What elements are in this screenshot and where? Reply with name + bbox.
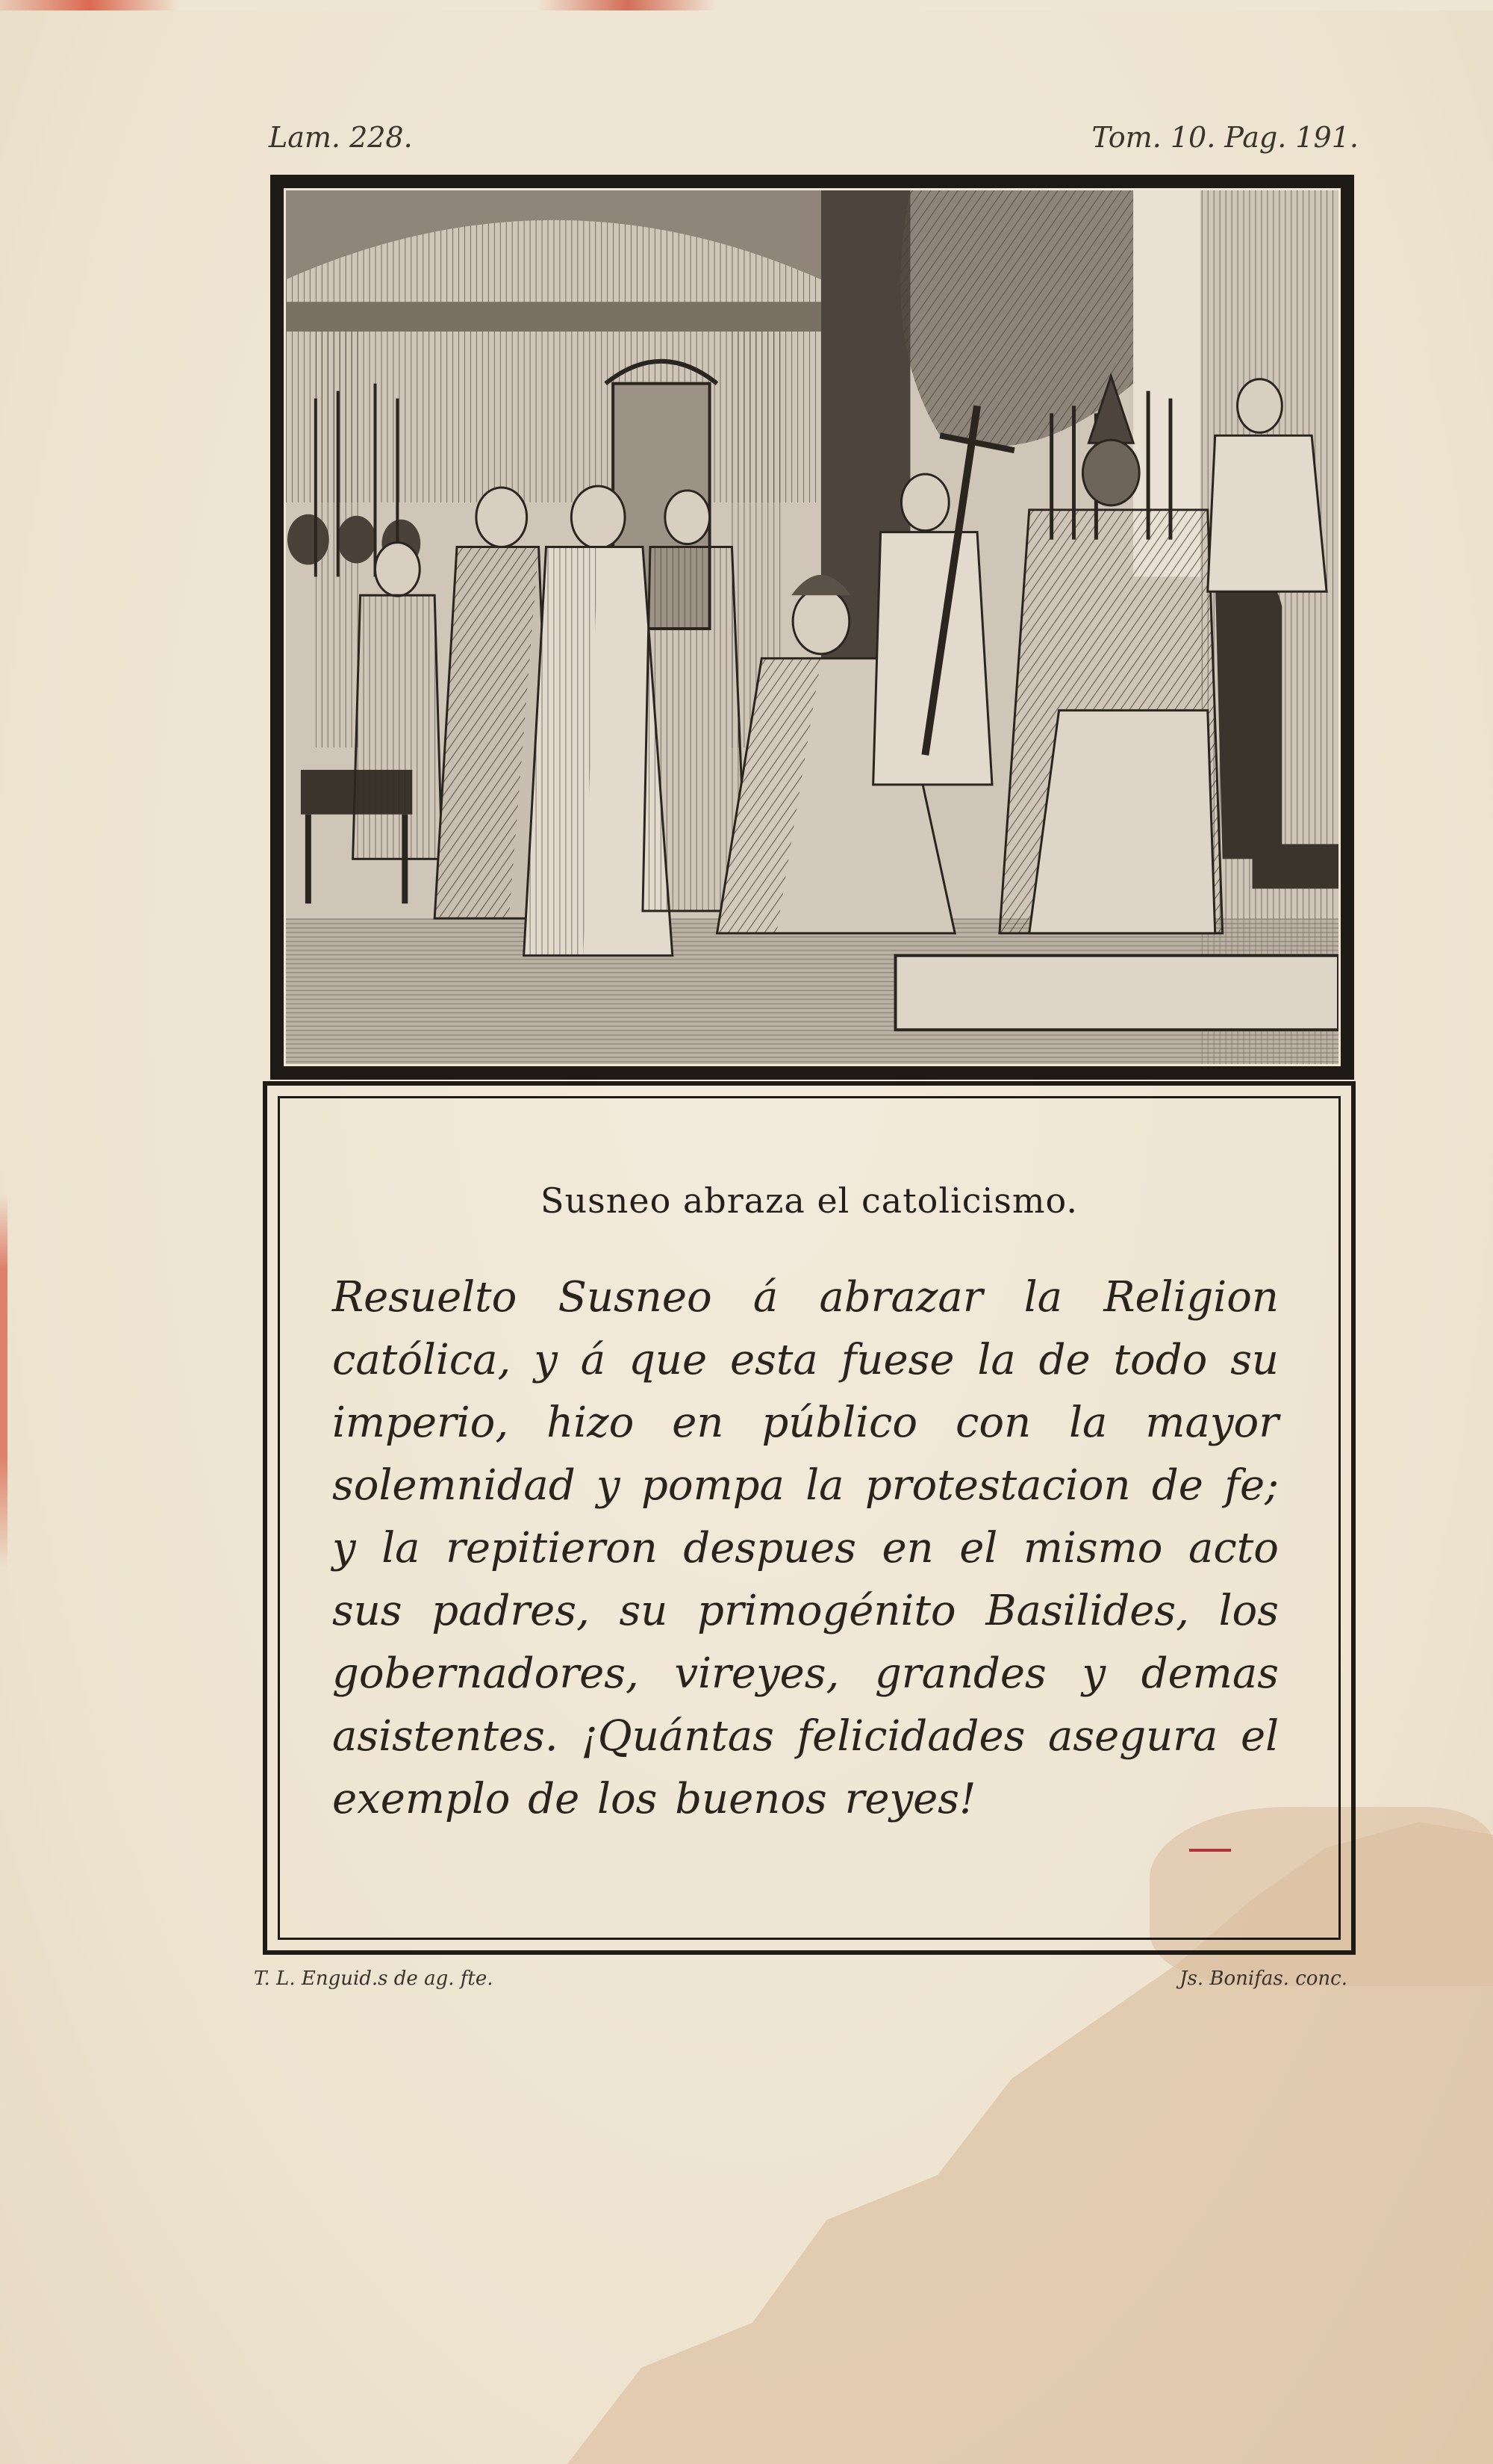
engraving-frame	[270, 175, 1354, 1080]
red-ink-mark	[1189, 1849, 1231, 1852]
paper-edge-stain	[0, 0, 1493, 10]
volume-page-reference: Tom. 10. Pag. 191.	[1091, 121, 1359, 154]
caption-body: Resuelto Susneo á abrazar la Religion católica, y á que esta fuese la de todo su imperio, hizo en público con la mayor solemnidad y pompa la protestacion de fe; y la repitieron despues en el mismo acto sus padres, su primogénito Basilides, los gobernadores, vireyes, grandes y demas asistentes. ¡Quántas felicidades asegura el exemplo de los buenos reyes!	[332, 1273, 1279, 1823]
engraver-credit: T. L. Enguid.s de ag. fte.	[254, 1967, 493, 1990]
plate-number: Lam. 228.	[269, 121, 413, 154]
engraving-scene	[286, 190, 1338, 1064]
caption-inner-border	[278, 1096, 1341, 1940]
engraving-illustration	[284, 188, 1341, 1066]
paper-edge-stain-left	[0, 1195, 7, 1568]
caption-frame	[263, 1081, 1356, 1955]
caption-title: Susneo abraza el catolicismo.	[540, 1180, 1079, 1221]
finisher-credit: Js. Bonifas. conc.	[1179, 1967, 1347, 1990]
